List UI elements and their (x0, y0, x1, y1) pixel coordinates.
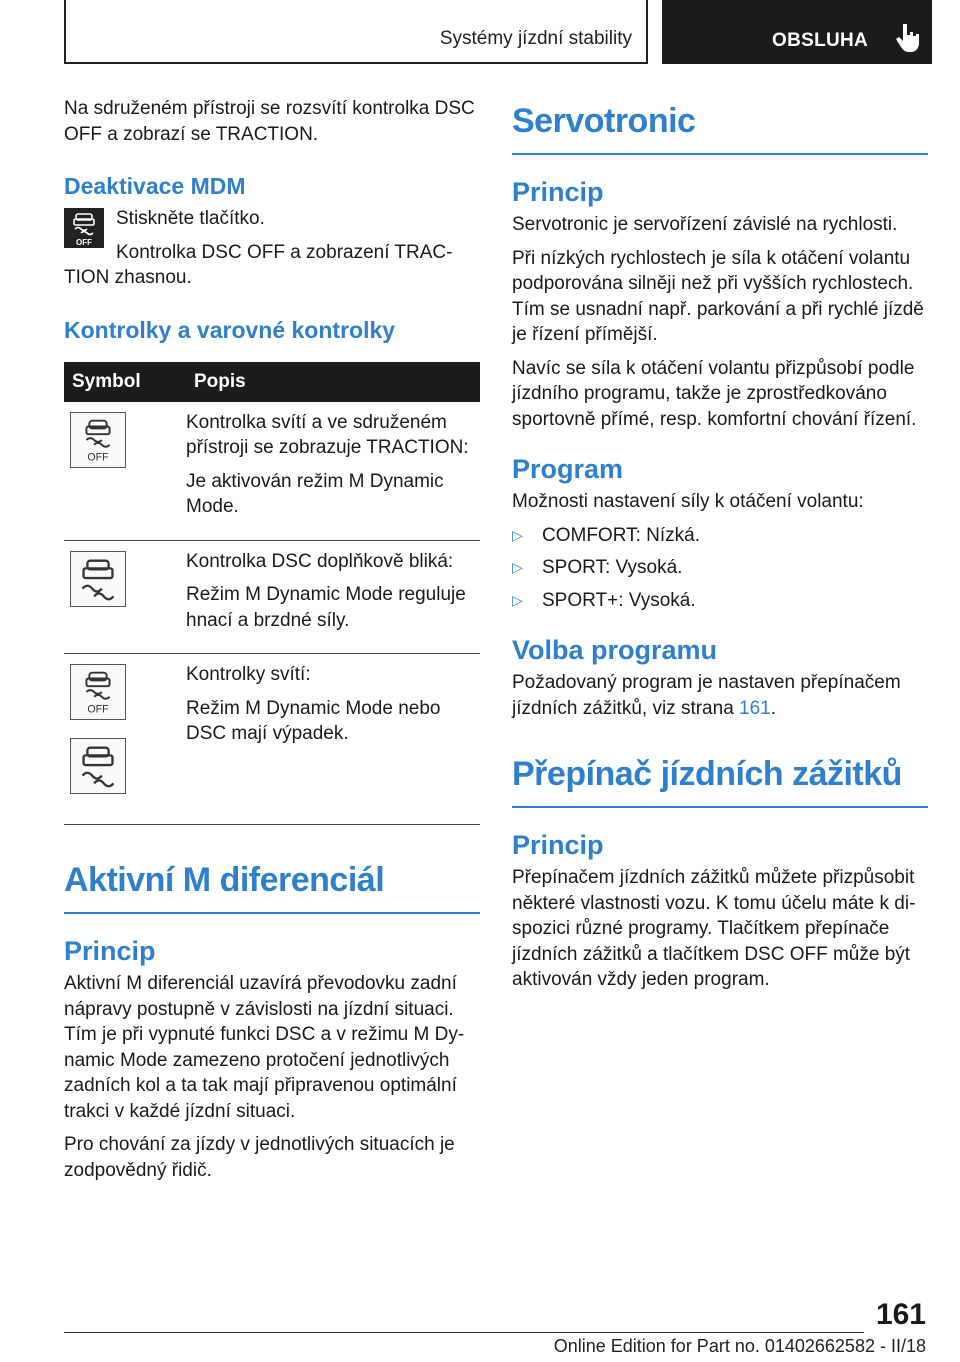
servotronic-title: Servotronic (512, 102, 928, 155)
triangle-bullet-icon: ▷ (512, 559, 523, 575)
dsc-off-icon (70, 412, 126, 468)
row-1-line-2: Je aktivován režim M Dynamic Mode. (186, 470, 444, 517)
svg-text:OFF: OFF (87, 703, 109, 716)
program-intro: Možnosti nastavení síly k otáčení volantu: (512, 491, 864, 512)
column-header-description: Popis (186, 362, 480, 402)
option-label: SPORT: Vysoká. (542, 557, 683, 578)
row-2-line-1: Kontrolka DSC doplňkově bliká: (186, 550, 454, 572)
right-column (512, 96, 928, 1001)
option-label: SPORT+: Vysoká. (542, 589, 696, 611)
option-label: COMFORT: Nízká. (542, 524, 700, 546)
dsc-skid-icon (70, 738, 126, 794)
program-options-list (512, 523, 928, 614)
row-2-line-2: Režim M Dynamic Mode reguluje hnací a brzdné síly. (186, 584, 466, 631)
program-heading: Program (512, 454, 624, 484)
select-program-text (512, 670, 928, 721)
table-row (64, 540, 480, 654)
list-item (512, 523, 928, 549)
chapter-tab[interactable] (662, 0, 932, 64)
servotronic-paragraph-2: Při nízkých rychlostech je síla k otáčení volantu podporována silněji než při vyšších rychlostech. Tím se usnadní např. parkování a při rychlé jízdě je řízení přímější. (512, 247, 924, 345)
left-column (64, 96, 480, 1191)
differential-paragraph-2: Pro chování za jízdy v jednotlivých situacích je zodpovědný řidič. (64, 1134, 455, 1181)
dsc-off-button-icon (64, 208, 104, 248)
warning-lights-table (64, 362, 480, 826)
drive-switch-principle-heading: Princip (512, 830, 604, 860)
page-link[interactable]: 161 (739, 697, 771, 719)
column-header-symbol: Symbol (64, 362, 186, 402)
warning-lights-heading: Kontrolky a varovné kontrolky (64, 316, 396, 343)
triangle-bullet-icon: ▷ (512, 591, 523, 608)
deactivate-step-1: Stiskněte tlačítko. (116, 208, 265, 229)
deactivate-mdm-heading: Deaktivace MDM (64, 173, 246, 199)
servotronic-paragraph-1: Servotronic je servořízení závislé na rychlosti. (512, 214, 898, 235)
differential-paragraph-1: Aktivní M diferenciál uzavírá převodovku zadní nápravy postupně v závislosti na jízdní situaci. Tím je při vypnuté funkci DSC a v režimu M Dynamic Mode zamezeno protočení jednotlivých zadních kol a ta tak mají připravenou optimální trakci v každé jízdní situaci. (64, 973, 465, 1122)
svg-text:OFF: OFF (76, 238, 92, 247)
dsc-off-icon (70, 664, 126, 720)
footer-divider (64, 1332, 864, 1333)
chapter-label: OBSLUHA (772, 30, 869, 51)
table-row (64, 654, 480, 825)
page-number: 161 (875, 1298, 926, 1331)
differential-principle-heading: Princip (64, 936, 156, 966)
row-3-line-1: Kontrolky svítí: (186, 664, 311, 685)
select-text-start: Požadovaný program je nastaven přepínačem jízdních zážitků, viz strana (512, 672, 901, 719)
table-row (64, 402, 480, 541)
servotronic-paragraph-3: Navíc se síla k otáčení volantu přizpůsobí podle jízdního programu, takže je zprostředkováno sportovně přímé, resp. komfortní chování řízení. (512, 357, 917, 430)
section-title: Systémy jízdní stability (439, 28, 632, 49)
select-program-heading: Volba programu (512, 635, 718, 665)
list-item (512, 555, 928, 581)
hand-pointer-icon (894, 22, 922, 56)
servotronic-principle-heading: Princip (512, 177, 604, 207)
select-text-end: . (770, 697, 777, 719)
triangle-bullet-icon: ▷ (512, 526, 523, 543)
list-item (512, 588, 928, 614)
active-differential-title: Aktivní M diferenciál (64, 861, 480, 914)
row-3-line-2: Režim M Dynamic Mode nebo DSC mají výpadek. (186, 697, 441, 744)
edition-text: Online Edition for Part no. 01402662582 - II/18 (553, 1336, 926, 1356)
svg-text:OFF: OFF (87, 450, 109, 463)
dsc-skid-icon (70, 551, 126, 607)
drive-switch-paragraph: Přepínačem jízdních zážitků můžete přizpůsobit některé vlastnosti vozu. K tomu účelu máte k dispozici různé programy. Tlačítkem přepínače jízdních zážitků a tlačítkem DSC OFF může být aktivován vždy jeden program. (512, 867, 916, 990)
drive-switch-title: Přepínač jízdních zážitků (512, 755, 928, 808)
intro-text: Na sdruženém přístroji se rozsvítí kontrolka DSC OFF a zobrazí se TRACTION. (64, 98, 475, 145)
row-1-line-1: Kontrolka svítí a ve sdruženém přístroji se zobrazuje TRACTION: (186, 411, 469, 458)
deactivate-mdm-block (64, 206, 480, 291)
header-section-box (64, 0, 648, 64)
deactivate-step-2: Kontrolka DSC OFF a zobrazení TRACTION zhasnou. (64, 241, 453, 288)
